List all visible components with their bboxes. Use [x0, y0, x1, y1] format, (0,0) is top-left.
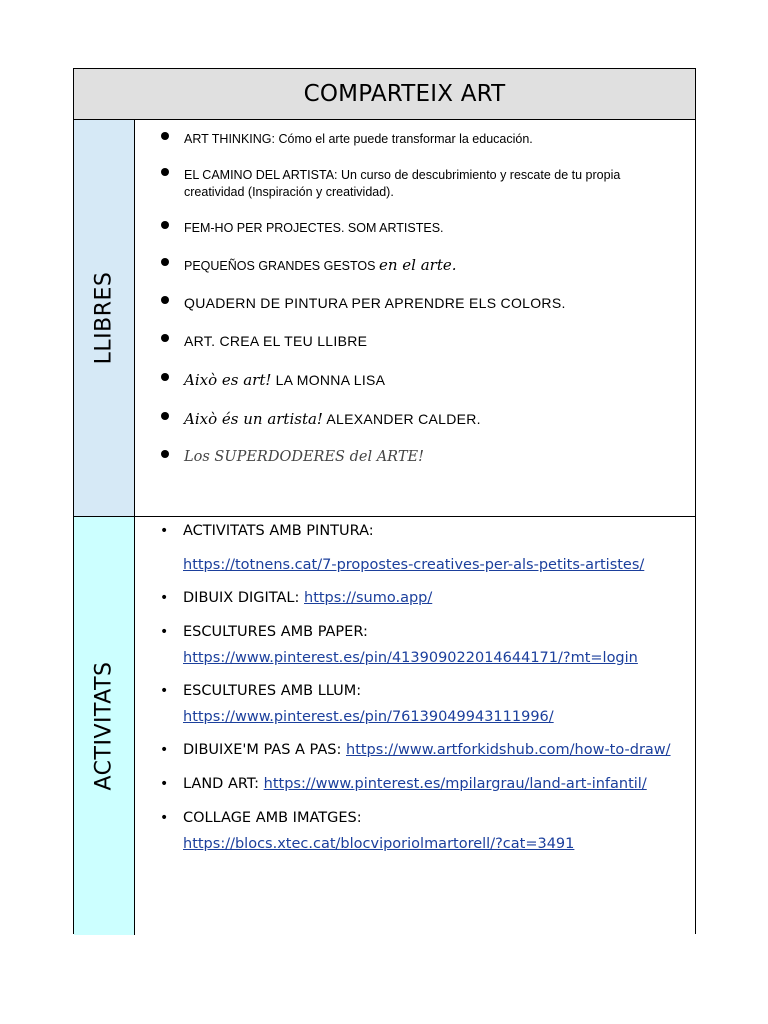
- activity-item: [156, 740, 691, 760]
- activity-item: [156, 808, 691, 854]
- book-title-handwritten: Això es art!: [184, 371, 272, 389]
- activity-link[interactable]: https://www.pinterest.es/pin/76139049943111996/: [183, 709, 554, 725]
- activity-link[interactable]: https://www.pinterest.es/mpilargrau/land-art-infantil/: [263, 776, 647, 792]
- book-title: ALEXANDER CALDER.: [322, 411, 481, 427]
- activity-item: [156, 521, 691, 575]
- bullet-icon: •: [160, 523, 169, 539]
- book-title: ART THINKING: Cómo el arte puede transformar la educación.: [184, 132, 533, 146]
- table-header: [74, 69, 695, 120]
- activity-link[interactable]: https://www.pinterest.es/pin/413909022014644171/?mt=login: [183, 650, 638, 666]
- bullet-icon: [161, 296, 169, 304]
- book-title-handwritten: Això és un artista!: [184, 410, 323, 428]
- activity-item: [156, 622, 691, 668]
- bullet-icon: •: [160, 624, 169, 640]
- bullet-icon: •: [160, 776, 169, 792]
- activity-label: COLLAGE AMB IMATGES:: [183, 810, 362, 826]
- book-title: EL CAMINO DEL ARTISTA: Un curso de descubrimiento y rescate de tu propia creatividad (Inspiración y creatividad).: [184, 168, 621, 199]
- activity-label: DIBUIX DIGITAL:: [183, 590, 304, 606]
- activity-item: [156, 774, 691, 794]
- book-title: Los SUPERDODERES del ARTE!: [184, 449, 424, 465]
- books-section-label-cell: [74, 120, 135, 517]
- activity-label: ESCULTURES AMB PAPER:: [183, 624, 368, 640]
- section-divider: [135, 516, 695, 517]
- book-title: PEQUEÑOS GRANDES GESTOS: [184, 259, 379, 273]
- activity-item: [156, 588, 691, 608]
- bullet-icon: [161, 258, 169, 266]
- content-table: [73, 68, 696, 934]
- activity-label: ACTIVITATS AMB PINTURA:: [183, 523, 374, 539]
- book-item: [158, 257, 678, 275]
- book-title-handwritten: en el arte.: [378, 256, 457, 274]
- bullet-icon: [161, 373, 169, 381]
- book-item: [158, 295, 678, 313]
- activity-link[interactable]: https://totnens.cat/7-propostes-creatives-per-als-petits-artistes/: [183, 557, 645, 573]
- books-section-label: LLIBRES: [91, 271, 117, 365]
- bullet-icon: •: [160, 683, 169, 699]
- activities-section-label: ACTIVITATS: [91, 661, 117, 791]
- book-title: LA MONNA LISA: [271, 372, 386, 388]
- page-title: COMPARTEIX ART: [303, 81, 506, 107]
- activity-item: [156, 681, 691, 727]
- books-list: [158, 131, 678, 466]
- activities-section-label-cell: [74, 517, 135, 935]
- book-item: [158, 449, 678, 466]
- activity-link[interactable]: https://www.artforkidshub.com/how-to-draw/: [346, 742, 671, 758]
- bullet-icon: [161, 221, 169, 229]
- activity-label: LAND ART:: [183, 776, 264, 792]
- book-item: [158, 220, 678, 237]
- bullet-icon: •: [160, 590, 169, 606]
- activity-label: DIBUIXE'M PAS A PAS:: [183, 742, 346, 758]
- bullet-icon: •: [160, 810, 169, 826]
- bullet-icon: [161, 132, 169, 140]
- activities-list: [156, 521, 691, 854]
- bullet-icon: [161, 334, 169, 342]
- bullet-icon: [161, 450, 169, 458]
- activity-label: ESCULTURES AMB LLUM:: [183, 683, 362, 699]
- book-item: [158, 167, 678, 201]
- bullet-icon: [161, 168, 169, 176]
- bullet-icon: [161, 412, 169, 420]
- activity-link[interactable]: https://sumo.app/: [304, 590, 433, 606]
- book-item: [158, 131, 678, 148]
- book-item: [158, 372, 678, 390]
- book-title: FEM-HO PER PROJECTES. SOM ARTISTES.: [184, 221, 444, 235]
- book-title: QUADERN DE PINTURA PER APRENDRE ELS COLORS.: [184, 295, 566, 311]
- activity-link[interactable]: https://blocs.xtec.cat/blocviporiolmartorell/?cat=3491: [183, 836, 575, 852]
- bullet-icon: •: [160, 742, 169, 758]
- book-item: [158, 411, 678, 429]
- book-title: ART. CREA EL TEU LLIBRE: [184, 333, 368, 349]
- book-item: [158, 333, 678, 351]
